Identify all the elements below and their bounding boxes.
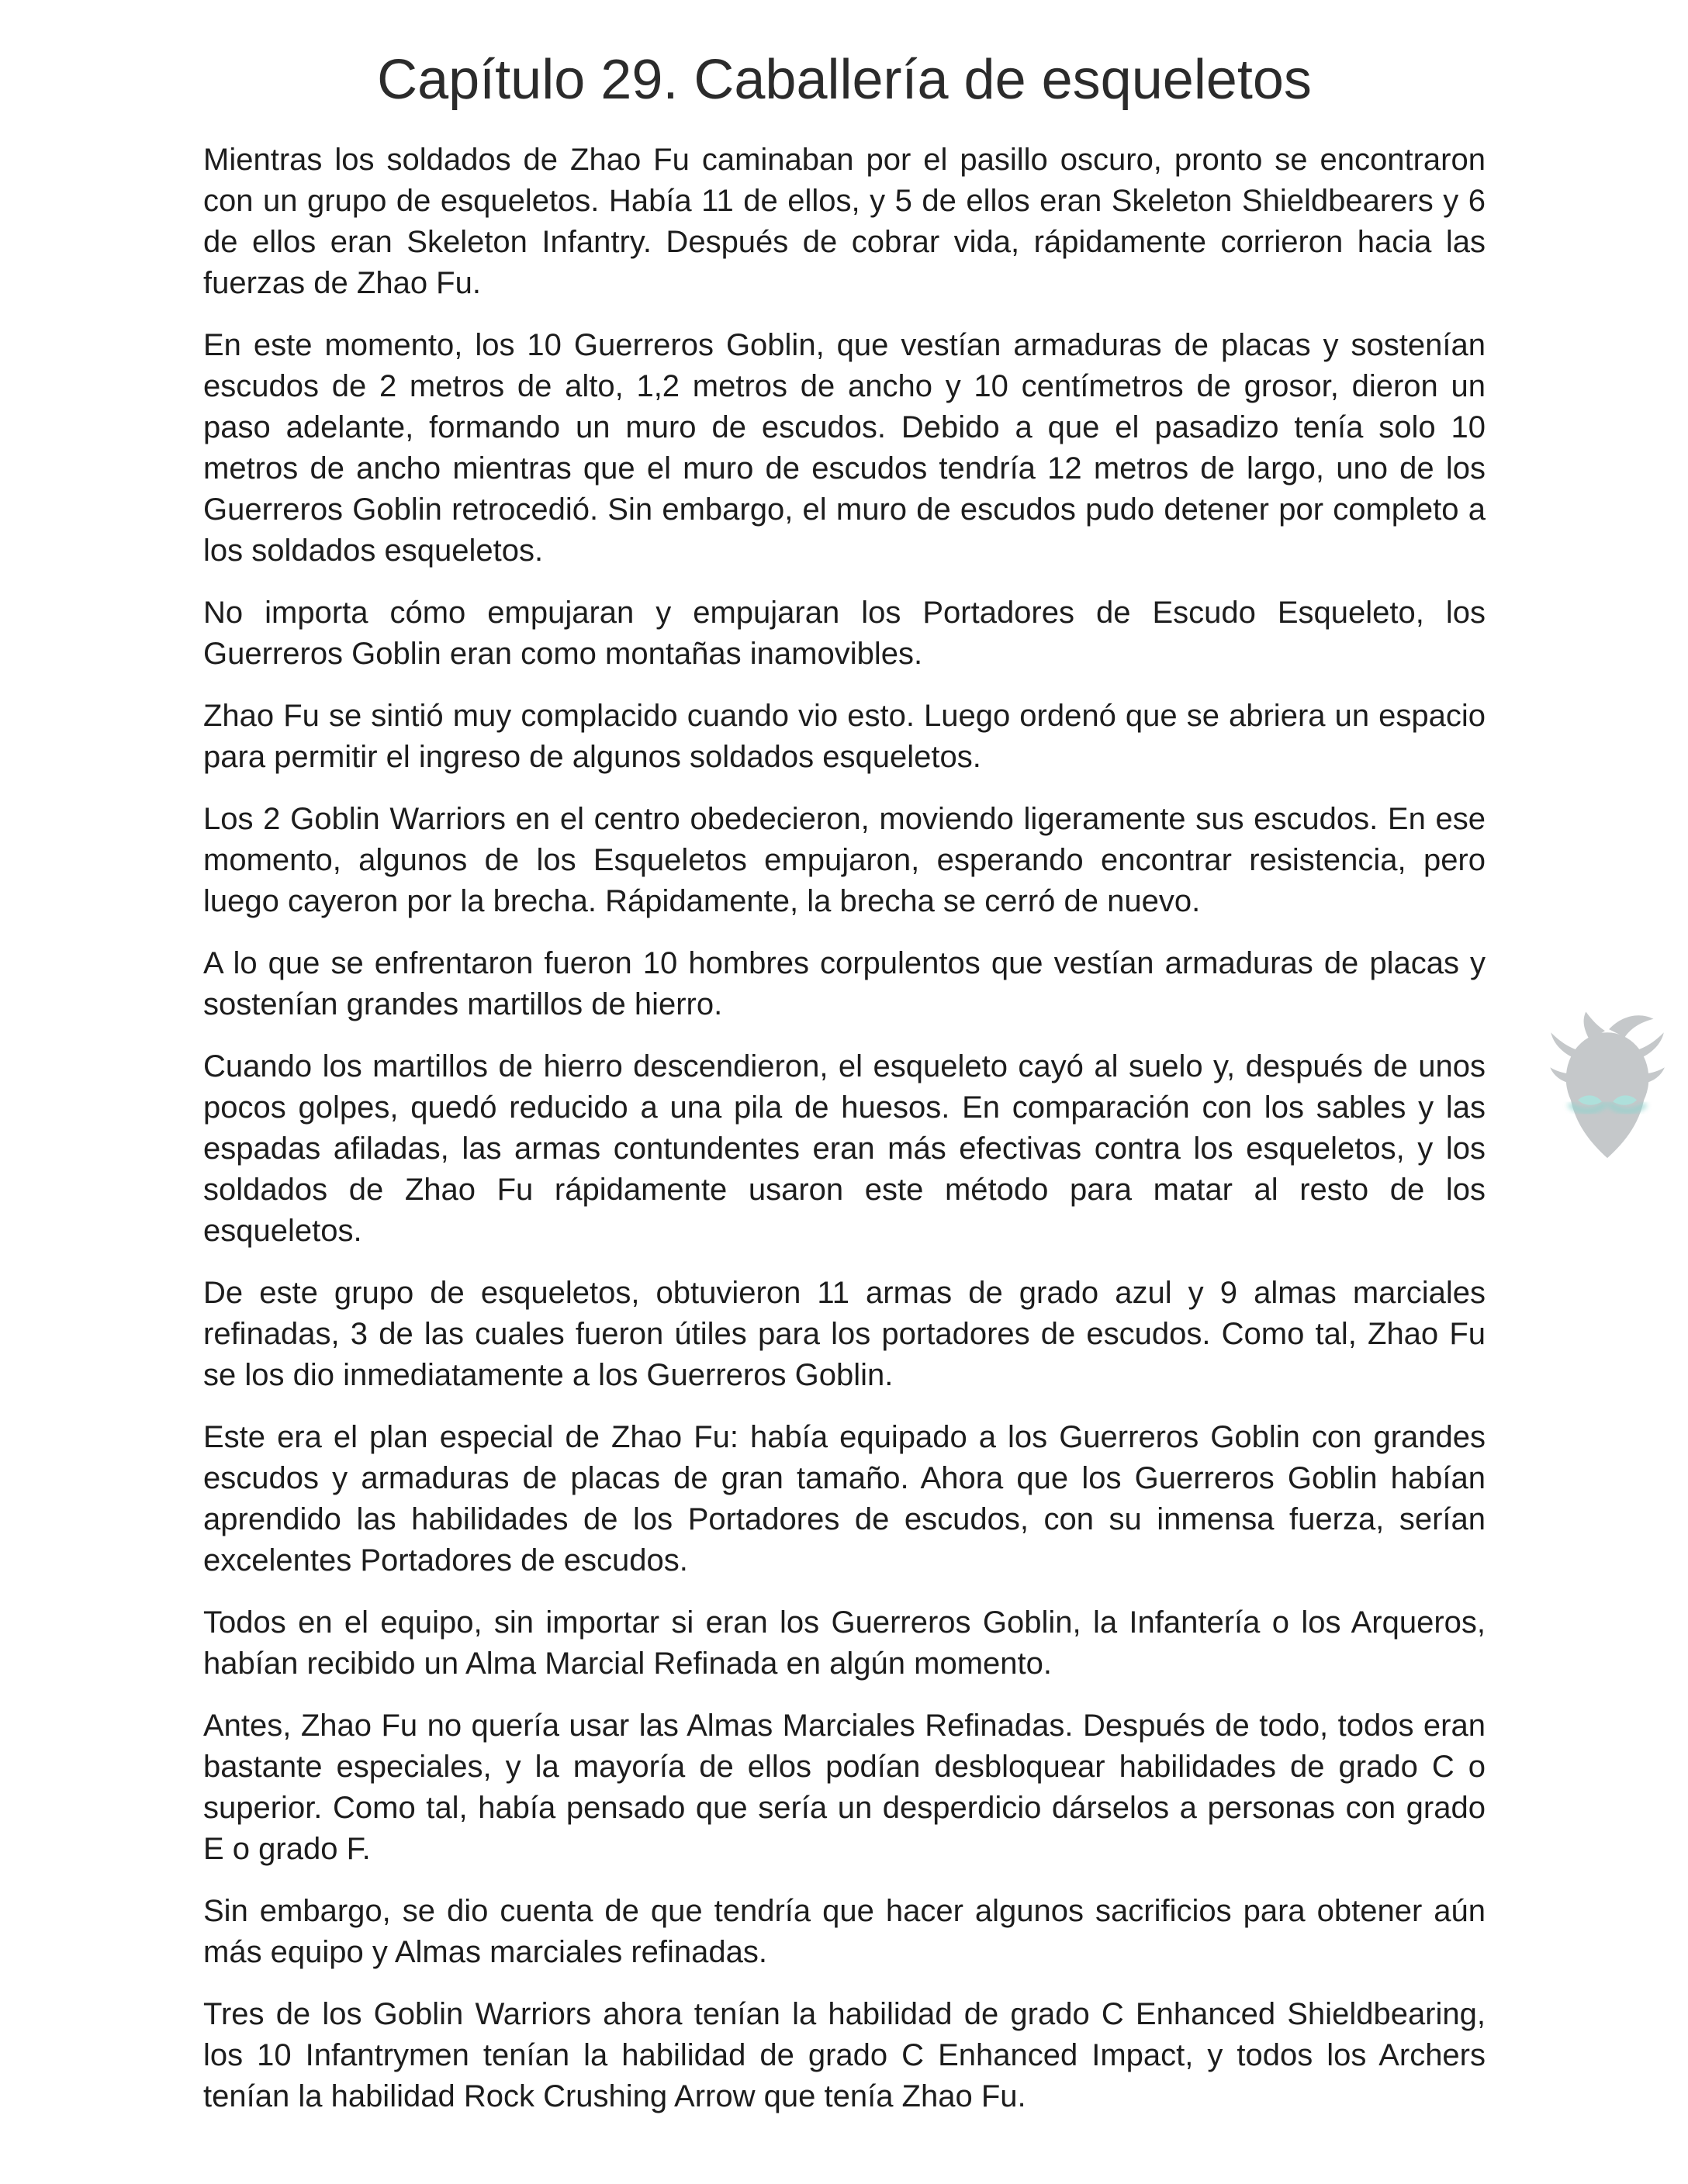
paragraph-12: Sin embargo, se dio cuenta de que tendría que hacer algunos sacrificios para obtener aún más equipo y Almas marciales refinadas. <box>203 1894 1486 1969</box>
paragraph-3: No importa cómo empujaran y empujaran los Portadores de Escudo Esqueleto, los Guerreros Goblin eran como montañas inamovibles. <box>203 596 1486 671</box>
paragraph-1: Mientras los soldados de Zhao Fu caminaban por el pasillo oscuro, pronto se encontraron con un grupo de esqueletos. Había 11 de ellos, y 5 de ellos eran Skeleton Shieldbearers y 6 de ellos eran Skeleton Infantry. Después de cobrar vida, rápidamente corrieron hacia las fuerzas de Zhao Fu. <box>203 143 1486 300</box>
paragraph-7: Cuando los martillos de hierro descendieron, el esqueleto cayó al suelo y, después de unos pocos golpes, quedó reducido a una pila de huesos. En comparación con los sables y las espadas afiladas, las armas contundentes eran más efectivas contra los esqueletos, y los soldados de Zhao Fu rápidamente usaron este método para matar al resto de los esqueletos. <box>203 1049 1486 1248</box>
paragraph-5: Los 2 Goblin Warriors en el centro obedecieron, moviendo ligeramente sus escudos. En ese momento, algunos de los Esqueletos empujaron, esperando encontrar resistencia, pero luego cayeron por la brecha. Rápidamente, la brecha se cerró de nuevo. <box>203 802 1486 918</box>
chapter-title: Capítulo 29. Caballería de esqueletos <box>377 49 1312 111</box>
paragraph-4: Zhao Fu se sintió muy complacido cuando vio esto. Luego ordenó que se abriera un espacio para permitir el ingreso de algunos soldados esqueletos. <box>203 699 1486 774</box>
chapter-body <box>203 140 1486 2117</box>
paragraph-6: A lo que se enfrentaron fueron 10 hombres corpulentos que vestían armaduras de placas y sostenían grandes martillos de hierro. <box>203 946 1486 1021</box>
paragraph-2: En este momento, los 10 Guerreros Goblin, que vestían armaduras de placas y sostenían escudos de 2 metros de alto, 1,2 metros de ancho y 10 centímetros de grosor, dieron un paso adelante, formando un muro de escudos. Debido a que el pasadizo tenía solo 10 metros de ancho mientras que el muro de escudos tendría 12 metros de largo, uno de los Guerreros Goblin retrocedió. Sin embargo, el muro de escudos pudo detener por completo a los soldados esqueletos. <box>203 328 1486 568</box>
paragraph-11: Antes, Zhao Fu no quería usar las Almas Marciales Refinadas. Después de todo, todos eran bastante especiales, y la mayoría de ellos podían desbloquear habilidades de grado C o superior. Como tal, había pensado que sería un desperdicio dárselos a personas con grado E o grado F. <box>203 1709 1486 1866</box>
demon-head-silhouette <box>1550 1012 1665 1159</box>
demon-eyes <box>1578 1095 1637 1104</box>
paragraph-13: Tres de los Goblin Warriors ahora tenían la habilidad de grado C Enhanced Shieldbearing, los 10 Infantrymen tenían la habilidad de grado C Enhanced Impact, y todos los Archers tenían la habilidad Rock Crushing Arrow que tenía Zhao Fu. <box>203 1997 1486 2113</box>
paragraph-10: Todos en el equipo, sin importar si eran los Guerreros Goblin, la Infantería o los Arqueros, habían recibido un Alma Marcial Refinada en algún momento. <box>203 1605 1486 1681</box>
demon-head-watermark-icon <box>1542 1008 1669 1171</box>
paragraph-8: De este grupo de esqueletos, obtuvieron 11 armas de grado azul y 9 almas marciales refinadas, 3 de las cuales fueron útiles para los portadores de escudos. Como tal, Zhao Fu se los dio inmediatamente a los Guerreros Goblin. <box>203 1276 1486 1392</box>
demon-eyes-glow <box>1571 1104 1644 1111</box>
paragraph-9: Este era el plan especial de Zhao Fu: había equipado a los Guerreros Goblin con grandes escudos y armaduras de placas de gran tamaño. Ahora que los Guerreros Goblin habían aprendido las habilidades de los Portadores de escudos, con su inmensa fuerza, serían excelentes Portadores de escudos. <box>203 1420 1486 1578</box>
content-column <box>203 0 1486 2138</box>
